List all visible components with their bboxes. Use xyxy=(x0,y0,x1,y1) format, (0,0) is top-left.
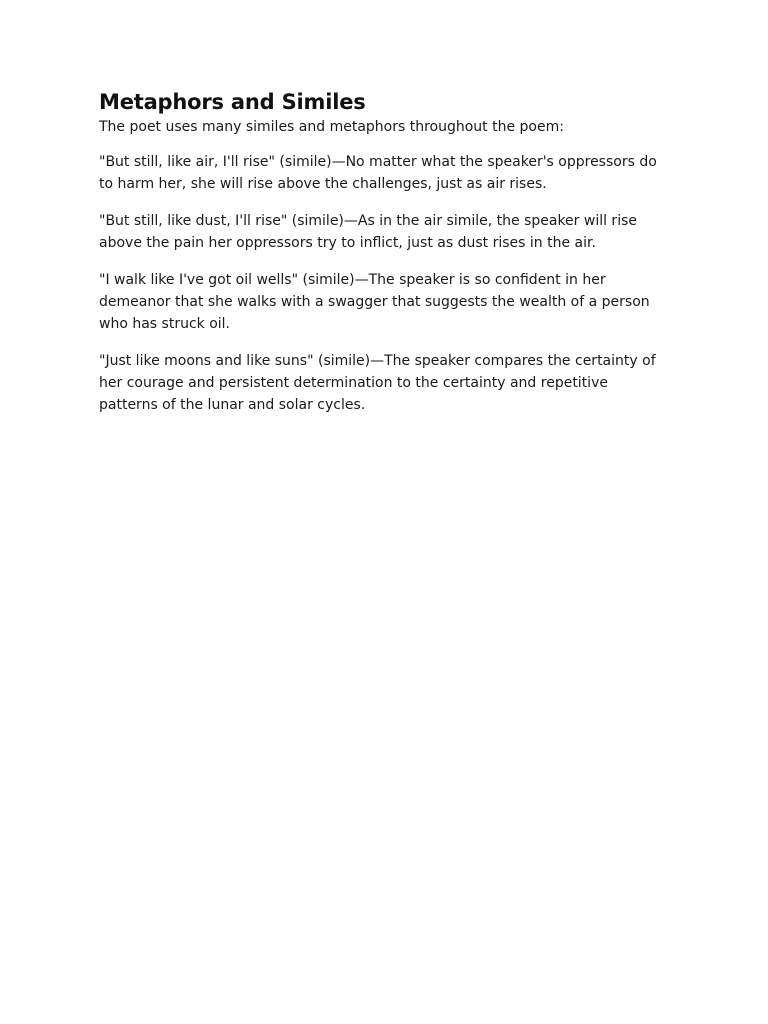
paragraph-oil-wells-simile: "I walk like I've got oil wells" (simile)—The speaker is so confident in her demeanor that she walks with a swagger that suggests the wealth of a person who has struck oil. xyxy=(99,272,650,332)
document-page xyxy=(99,88,669,431)
paragraph-dust-simile: "But still, like dust, I'll rise" (simile)—As in the air simile, the speaker will rise above the pain her oppressors try to inflict, just as dust rises in the air. xyxy=(99,213,637,251)
intro-paragraph: The poet uses many similes and metaphors throughout the poem: xyxy=(99,119,564,135)
paragraph-moons-suns-simile: "Just like moons and like suns" (simile)—The speaker compares the certainty of her courage and persistent determination to the certainty and repetitive patterns of the lunar and solar cycles. xyxy=(99,353,656,413)
paragraph-air-simile: "But still, like air, I'll rise" (simile)—No matter what the speaker's oppressors do to harm her, she will rise above the challenges, just as air rises. xyxy=(99,154,657,192)
page-title: Metaphors and Similes xyxy=(99,90,366,114)
